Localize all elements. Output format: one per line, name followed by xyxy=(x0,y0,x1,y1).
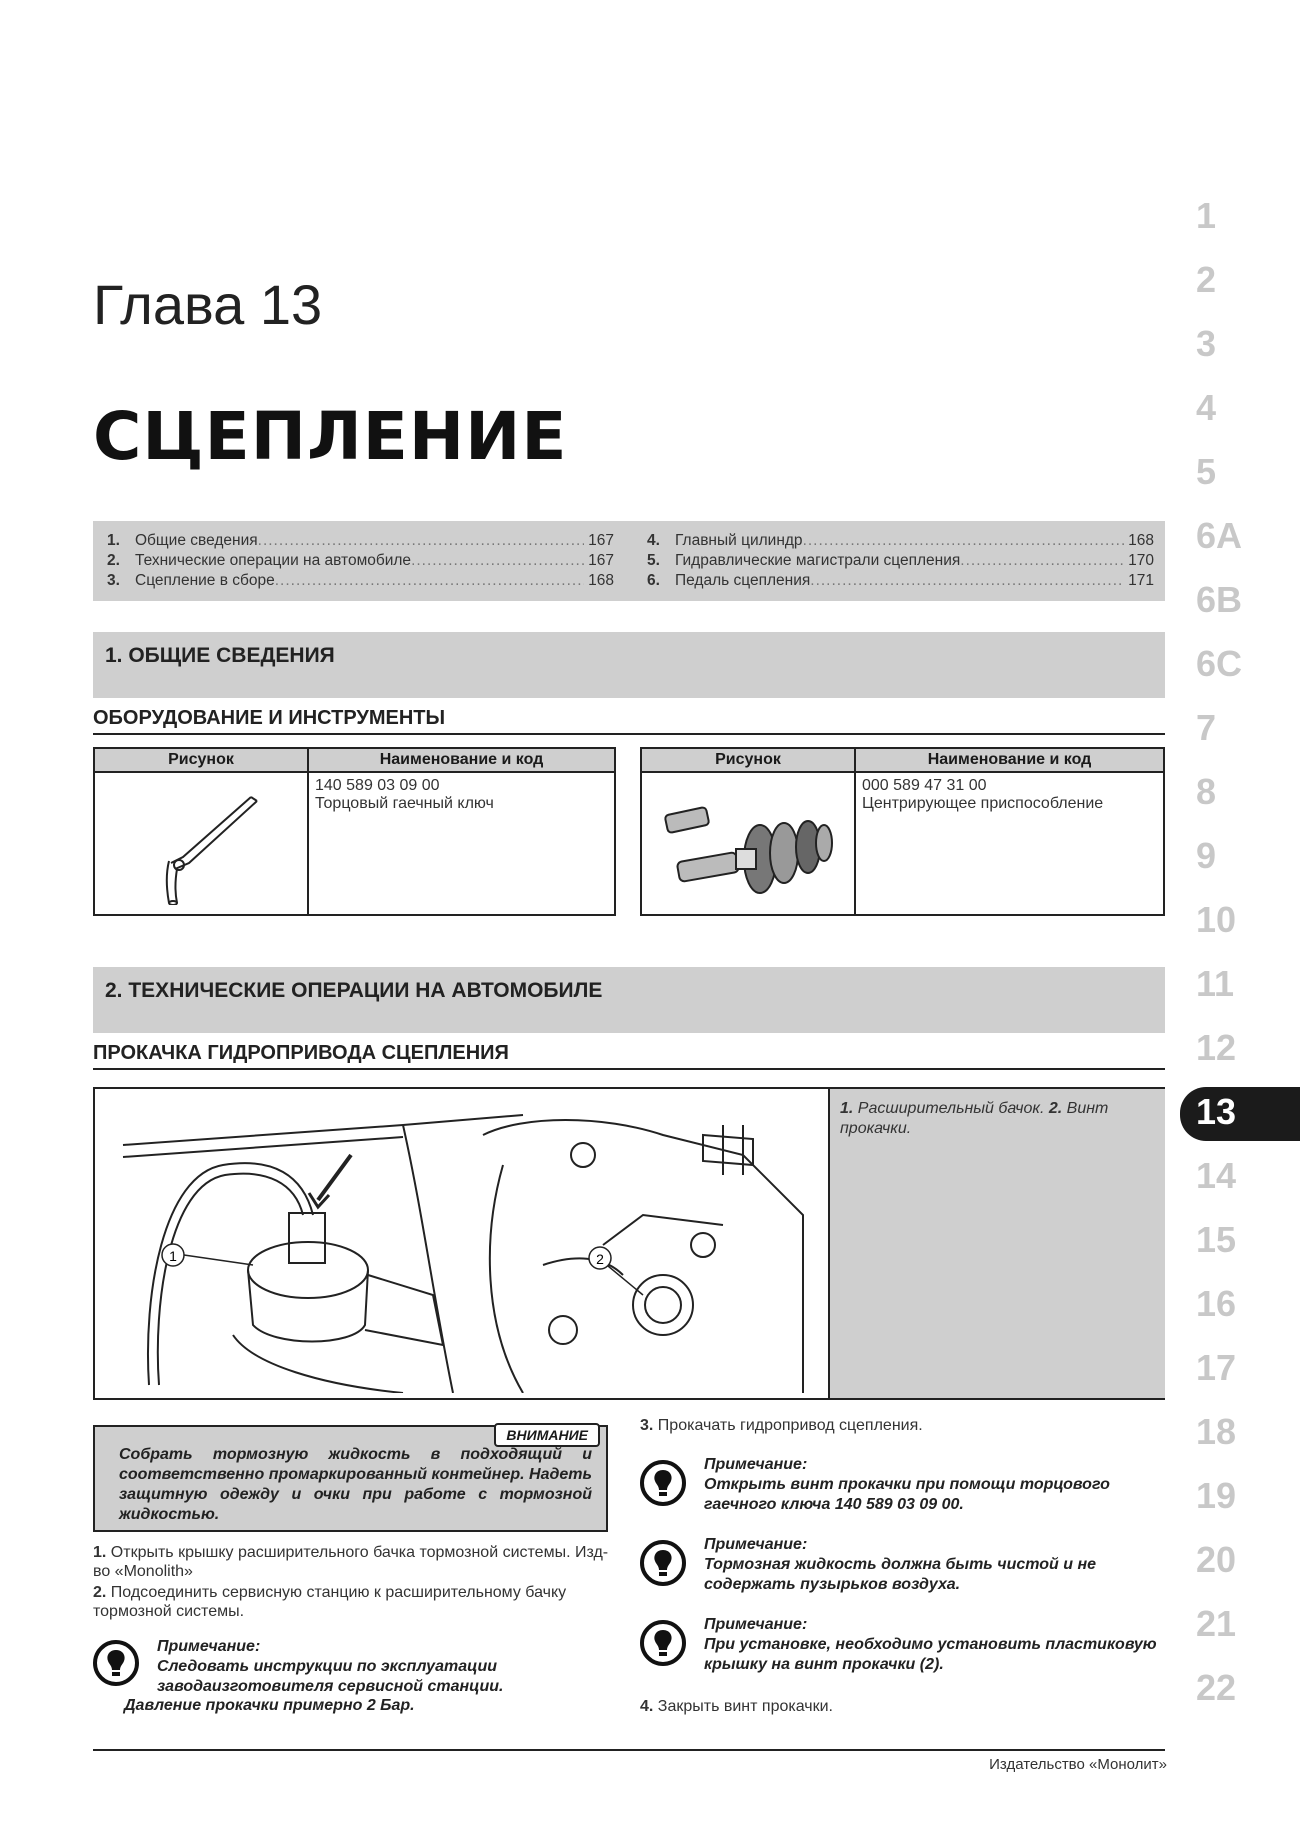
toc-label: Сцепление в сборе xyxy=(135,572,275,589)
chapter-tab-16[interactable] xyxy=(1180,1279,1300,1333)
tool-image-cell xyxy=(94,772,308,915)
centering-tool-icon xyxy=(648,777,848,905)
tab-label: 12 xyxy=(1196,1027,1237,1068)
toc-label: Гидравлические магистрали сцепления xyxy=(675,552,961,569)
chapter-tab-4[interactable] xyxy=(1180,383,1300,437)
chapter-tab-19[interactable] xyxy=(1180,1471,1300,1525)
equipment-table-1 xyxy=(93,747,616,916)
chapter-tab-7[interactable] xyxy=(1180,703,1300,757)
toc-item[interactable] xyxy=(647,531,1154,551)
bleed-heading: ПРОКАЧКА ГИДРОПРИВОДА СЦЕПЛЕНИЯ xyxy=(93,1042,1165,1070)
chapter-tab-3[interactable] xyxy=(1180,319,1300,373)
tab-label: 7 xyxy=(1196,707,1217,748)
toc-item[interactable] xyxy=(107,551,614,571)
tab-label: 2 xyxy=(1196,259,1217,300)
tool-image-cell xyxy=(641,772,855,915)
chapter-tab-22[interactable] xyxy=(1180,1663,1300,1717)
table-header: Рисунок xyxy=(94,748,308,772)
step-text: Прокачать гидропривод сцепления. xyxy=(657,1417,923,1434)
warning-box xyxy=(93,1425,608,1532)
tab-label: 14 xyxy=(1196,1155,1237,1196)
chapter-tab-1[interactable] xyxy=(1180,191,1300,245)
toc-num: 1. xyxy=(107,532,120,549)
chapter-tab-18[interactable] xyxy=(1180,1407,1300,1461)
chapter-tab-6b[interactable] xyxy=(1180,575,1300,629)
section-heading-general xyxy=(93,632,1165,698)
toc-num: 6. xyxy=(647,572,660,589)
tab-label: 6A xyxy=(1196,515,1243,556)
toc-label: Главный цилиндр xyxy=(675,532,803,549)
caption-text: Расширительный бачок. xyxy=(857,1100,1045,1117)
tab-label: 11 xyxy=(1196,963,1235,1004)
chapter-tab-5[interactable] xyxy=(1180,447,1300,501)
tab-label: 17 xyxy=(1196,1347,1237,1388)
toc-page: 167 xyxy=(588,532,614,549)
toc-page: 170 xyxy=(1128,552,1154,569)
toc-num: 5. xyxy=(647,552,660,569)
chapter-tab-8[interactable] xyxy=(1180,767,1300,821)
step-text: Открыть крышку расширительного бачка тормозной системы. Изд-во «Monolith» xyxy=(93,1544,609,1580)
step-4 xyxy=(640,1697,1165,1716)
note-bulb-icon xyxy=(640,1540,686,1586)
chapter-tab-17[interactable] xyxy=(1180,1343,1300,1397)
step-text: Закрыть винт прокачки. xyxy=(657,1698,833,1715)
tab-label: 6B xyxy=(1196,579,1243,620)
tab-label: 1 xyxy=(1196,195,1217,236)
chapter-tab-6c[interactable] xyxy=(1180,639,1300,693)
note-left xyxy=(157,1637,612,1697)
tab-label: 4 xyxy=(1196,387,1217,428)
warning-badge: ВНИМАНИЕ xyxy=(494,1423,600,1447)
chapter-tab-10[interactable] xyxy=(1180,895,1300,949)
tab-label: 15 xyxy=(1196,1219,1237,1260)
toc-num: 3. xyxy=(107,572,120,589)
note-text: Открыть винт прокачки при помощи торцового гаечного ключа 140 589 03 09 00. xyxy=(704,1476,1110,1513)
chapter-tab-2[interactable] xyxy=(1180,255,1300,309)
toc-label: Технические операции на автомобиле xyxy=(135,552,412,569)
note-bulb-icon xyxy=(640,1620,686,1666)
note-text: Следовать инструкции по эксплуатации заводаизготовителя сервисной станции. xyxy=(157,1658,504,1695)
tab-label: 3 xyxy=(1196,323,1217,364)
table-header: Наименование и код xyxy=(308,748,615,772)
note-text: Тормозная жидкость должна быть чистой и не содержать пузырьков воздуха. xyxy=(704,1556,1097,1593)
toc-item[interactable] xyxy=(107,571,614,591)
toc-page: 171 xyxy=(1128,572,1154,589)
chapter-tab-12[interactable] xyxy=(1180,1023,1300,1077)
chapter-number: Глава 13 xyxy=(93,273,323,336)
caption-text: Винт прокачки. xyxy=(840,1100,1109,1137)
table-header: Наименование и код xyxy=(855,748,1164,772)
toc-item[interactable] xyxy=(647,551,1154,571)
step-2 xyxy=(93,1583,611,1621)
note-heading: Примечание: xyxy=(704,1536,808,1553)
step-number: 4. xyxy=(640,1698,654,1715)
figure-bleeding-diagram xyxy=(93,1087,1165,1400)
step-number: 3. xyxy=(640,1417,654,1434)
tab-label: 10 xyxy=(1196,899,1237,940)
tab-label: 6C xyxy=(1196,643,1243,684)
tool-code: 000 589 47 31 00 xyxy=(862,777,987,794)
tool-code: 140 589 03 09 00 xyxy=(315,777,440,794)
step-number: 2. xyxy=(93,1584,107,1601)
toc-num: 2. xyxy=(107,552,120,569)
footer-rule xyxy=(93,1749,1165,1751)
tab-label: 20 xyxy=(1196,1539,1237,1580)
chapter-title: СЦЕПЛЕНИЕ xyxy=(93,398,568,475)
warning-text: Собрать тормозную жидкость в подходящий и соответственно промаркированный контейнер. Надеть защитную одежду и очки при работе с тормозной жидкостью. xyxy=(119,1446,592,1523)
chapter-tabs xyxy=(1180,0,1300,1839)
note-heading: Примечание: xyxy=(704,1616,808,1633)
equipment-table-2 xyxy=(640,747,1165,916)
note-right-1 xyxy=(704,1455,1165,1515)
step-1 xyxy=(93,1543,611,1581)
tab-label: 8 xyxy=(1196,771,1217,812)
note-right-2 xyxy=(704,1535,1165,1595)
note-bulb-icon xyxy=(640,1460,686,1506)
tab-label: 22 xyxy=(1196,1667,1237,1708)
toc-page: 168 xyxy=(1128,532,1154,549)
caption-number: 2. xyxy=(1048,1100,1063,1117)
step-number: 1. xyxy=(93,1544,107,1561)
tab-label: 13 xyxy=(1196,1091,1237,1132)
toc-item[interactable] xyxy=(107,531,614,551)
chapter-tab-9[interactable] xyxy=(1180,831,1300,885)
tab-label: 9 xyxy=(1196,835,1217,876)
toc-num: 4. xyxy=(647,532,660,549)
section-title: 2. ТЕХНИЧЕСКИЕ ОПЕРАЦИИ НА АВТОМОБИЛЕ xyxy=(105,979,603,1002)
note-right-3 xyxy=(704,1615,1165,1675)
note-text: При установке, необходимо установить пластиковую крышку на винт прокачки (2). xyxy=(704,1636,1157,1673)
figure-caption xyxy=(828,1089,1165,1398)
tab-label: 16 xyxy=(1196,1283,1237,1324)
note-heading: Примечание: xyxy=(704,1456,808,1473)
tool-name: Центрирующее приспособление xyxy=(862,795,1104,812)
tool-name: Торцовый гаечный ключ xyxy=(315,795,494,812)
tool-info-cell xyxy=(855,772,1164,915)
tab-label: 5 xyxy=(1196,451,1217,492)
tab-label: 21 xyxy=(1196,1603,1237,1644)
table-header: Рисунок xyxy=(641,748,855,772)
chapter-tab-20[interactable] xyxy=(1180,1535,1300,1589)
toc-page: 167 xyxy=(588,552,614,569)
section-heading-operations xyxy=(93,967,1165,1033)
step-3 xyxy=(640,1416,1165,1435)
toc-item[interactable] xyxy=(647,571,1154,591)
toc-column-left xyxy=(107,531,614,591)
note-bulb-icon xyxy=(93,1640,139,1686)
chapter-tab-6a[interactable] xyxy=(1180,511,1300,565)
toc-column-right xyxy=(647,531,1154,591)
tool-info-cell xyxy=(308,772,615,915)
section-title: 1. ОБЩИЕ СВЕДЕНИЯ xyxy=(105,644,335,667)
chapter-tab-11[interactable] xyxy=(1180,959,1300,1013)
toc-label: Педаль сцепления xyxy=(675,572,811,589)
note-heading: Примечание: xyxy=(157,1638,261,1655)
table-of-contents xyxy=(93,521,1165,601)
callout-1-label: 1 xyxy=(169,1248,177,1264)
tab-label: 19 xyxy=(1196,1475,1237,1516)
toc-page: 168 xyxy=(588,572,614,589)
step-text: Подсоединить сервисную станцию к расширительному бачку тормозной системы. xyxy=(93,1584,567,1620)
socket-wrench-icon xyxy=(101,777,301,905)
chapter-tab-14[interactable] xyxy=(1180,1151,1300,1205)
caption-number: 1. xyxy=(840,1100,854,1117)
engine-illustration xyxy=(103,1095,823,1393)
tab-label: 18 xyxy=(1196,1411,1237,1452)
chapter-tab-13[interactable] xyxy=(1180,1087,1300,1141)
chapter-tab-15[interactable] xyxy=(1180,1215,1300,1269)
toc-label: Общие сведения xyxy=(135,532,258,549)
publisher-footer: Издательство «Монолит» xyxy=(989,1756,1167,1773)
note-left-pressure: Давление прокачки примерно 2 Бар. xyxy=(124,1697,415,1714)
chapter-tab-21[interactable] xyxy=(1180,1599,1300,1653)
callout-2-label: 2 xyxy=(596,1251,604,1267)
equipment-heading: ОБОРУДОВАНИЕ И ИНСТРУМЕНТЫ xyxy=(93,707,1165,735)
